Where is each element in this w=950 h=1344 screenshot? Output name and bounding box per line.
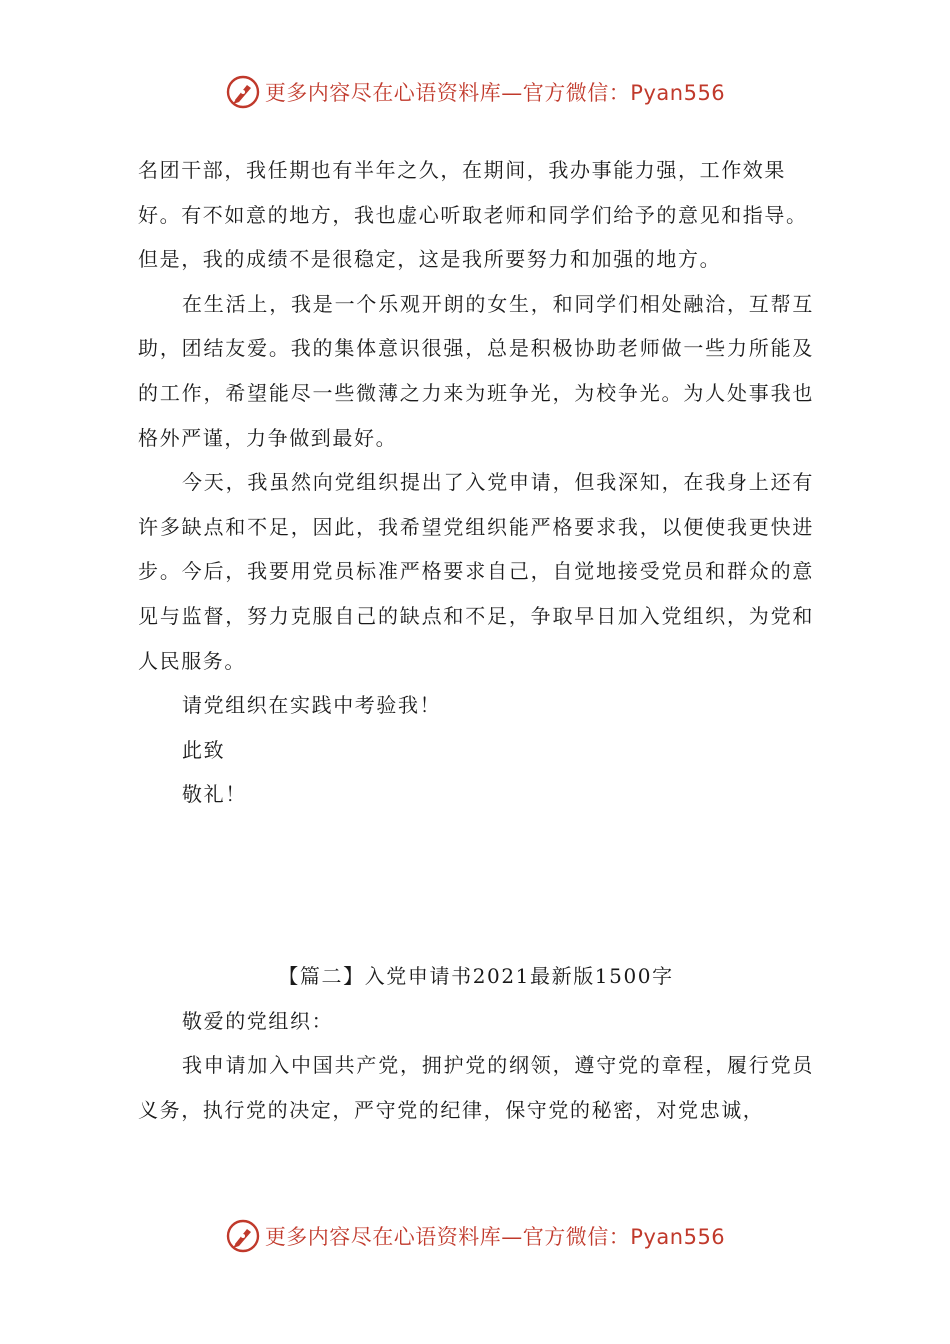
header-banner bbox=[0, 70, 950, 114]
paragraph-life: 在生活上，我是一个乐观开朗的女生，和同学们相处融洽，互帮互助，团结友爱。我的集体意识很强，总是积极协助老师做一些力所能及的工作，希望能尽一些微薄之力来为班争光，为校争光。为人处事我也格外严谨，力争做到最好。 bbox=[138, 291, 814, 450]
section-two bbox=[138, 954, 814, 1132]
closing-exam: 请党组织在实践中考验我！ bbox=[182, 693, 442, 718]
section-heading: 【篇二】入党申请书2021最新版1500字 bbox=[278, 964, 674, 988]
text-line: 但是，我的成绩不是很稳定，这是我所要努力和加强的地方。 bbox=[138, 247, 722, 272]
text-line: 好。有不如意的地方，我也虚心听取老师和同学们给予的意见和指导。 bbox=[138, 202, 808, 227]
section-paragraph: 我申请加入中国共产党，拥护党的纲领，遵守党的章程，履行党员义务，执行党的决定，严守党的纪律，保守党的秘密，对党忠诚， bbox=[138, 1053, 814, 1122]
footer-banner bbox=[0, 1214, 950, 1258]
closing-salute: 此致 bbox=[182, 737, 226, 762]
section-greeting: 敬爱的党组织： bbox=[182, 1008, 334, 1033]
pen-logo-icon bbox=[225, 1218, 261, 1254]
closing-regards: 敬礼！ bbox=[182, 782, 247, 807]
text-line: 名团干部，我任期也有半年之久，在期间，我办事能力强，工作效果 bbox=[138, 158, 786, 182]
letter-body bbox=[138, 148, 814, 817]
banner-text: 更多内容尽在心语资料库—官方微信：Pyan556 bbox=[264, 1225, 726, 1249]
banner-text: 更多内容尽在心语资料库—官方微信：Pyan556 bbox=[264, 81, 726, 105]
pen-logo-icon bbox=[225, 74, 261, 110]
paragraph-today: 今天，我虽然向党组织提出了入党申请，但我深知，在我身上还有许多缺点和不足，因此，我希望党组织能严格要求我，以便使我更快进步。今后，我要用党员标准严格要求自己，自觉地接受党员和群众的意见与监督，努力克服自己的缺点和不足，争取早日加入党组织，为党和人民服务。 bbox=[138, 470, 814, 673]
